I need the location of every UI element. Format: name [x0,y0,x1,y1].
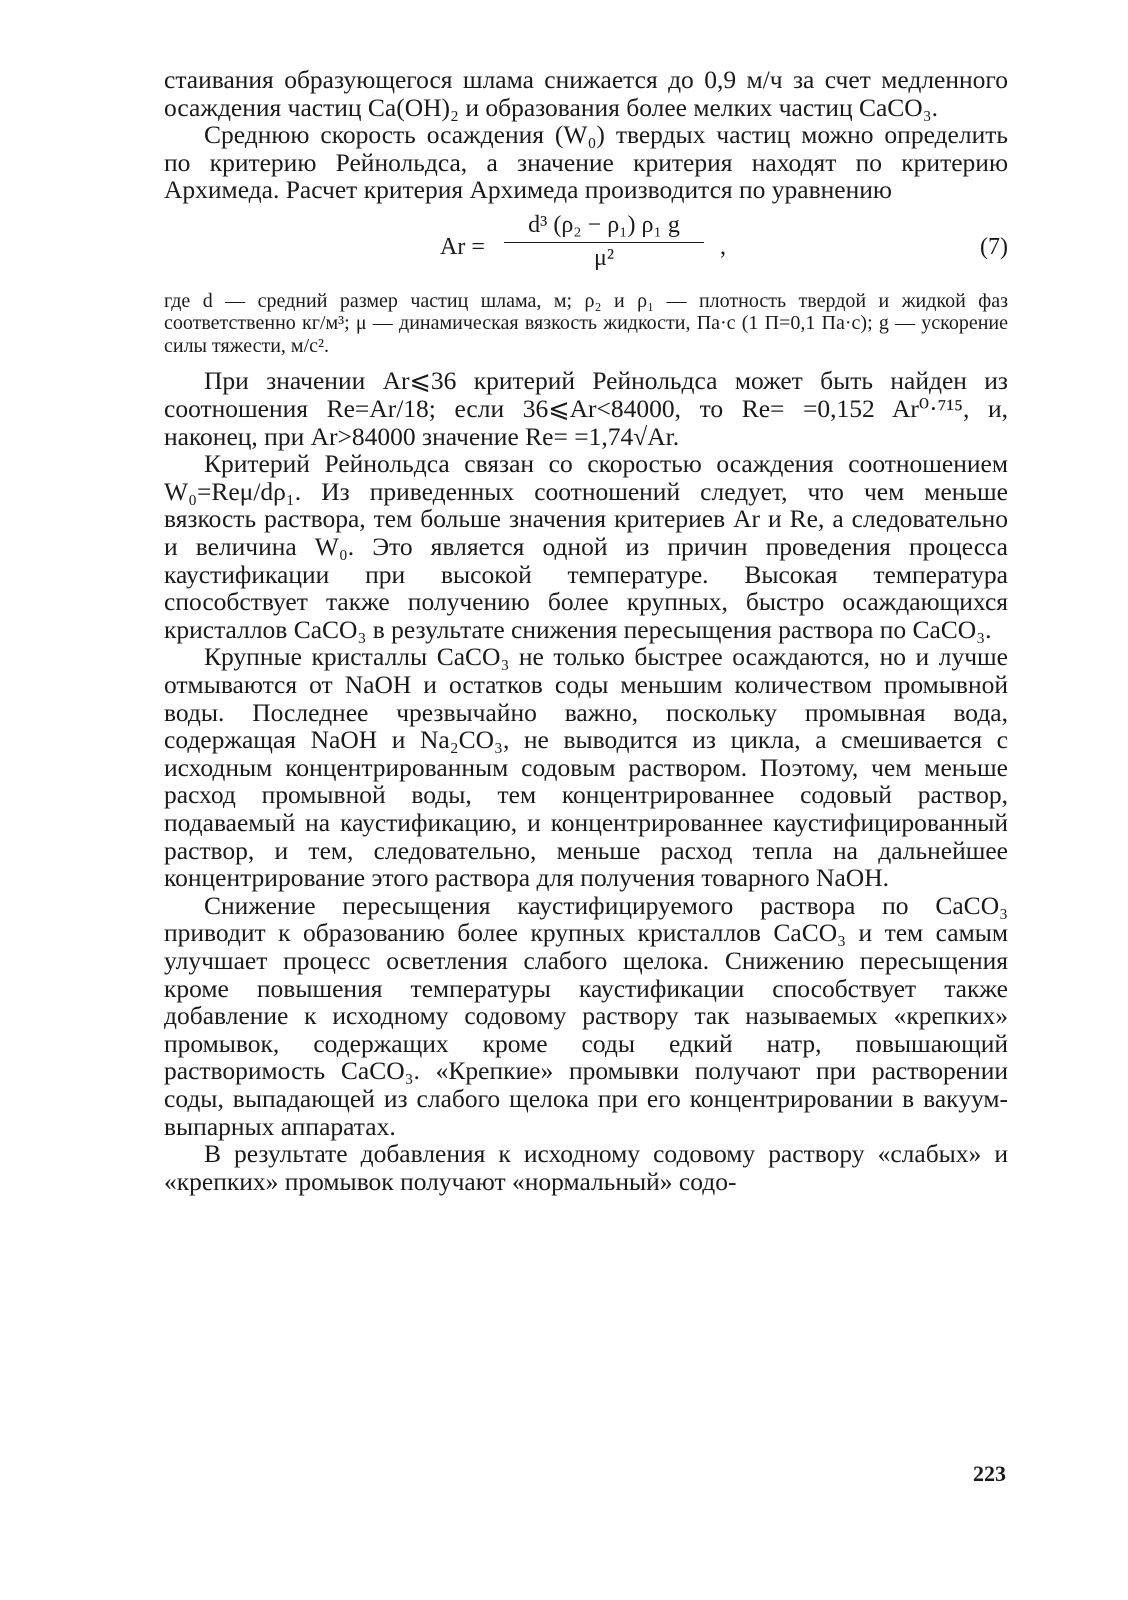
paragraph-1: стаивания образующегося шлама снижается до 0,9 м/ч за счет медленного осаждения частиц Ca(OH)₂ и образования более мелких частиц CaCO₃. [164,65,1008,122]
paragraph-6: Снижение пересыщения каустифицируемого раствора по CaCO₃ приводит к образованию более крупных кристаллов CaCO₃ и тем самым улучшает процесс осветления слабого щелока. Снижению пересыщения кроме повышения температуры каустификации способствует также добавление к исходному содовому раствору так называемых «крепких» промывок, содержащих кроме соды едкий натр, повышающий растворимость CaCO₃. «Крепкие» промывки получают при растворении соды, выпадающей из слабого щелока при его концентрировании в вакуум-выпарных аппаратах. [164,890,1008,1141]
equation-number: (7) [980,233,1008,260]
formula-denominator: μ² [593,244,615,271]
formula-comma: , [720,233,726,260]
formula-numerator: d³ (ρ₂ − ρ₁) ρ₁ g [504,212,704,243]
paragraph-4: Критерий Рейнольдса связан со скоростью осаждения соотношением W₀=Reμ/dρ₁. Из приведенных соотношений следует, что чем меньше вязкость раствора, тем больше значения критериев Ar и Re, а следовательно и величина W₀. Это является одной из причин проведения процесса каустификации при высокой температуре. Высокая температура способствует также получению более крупных, быстро осаждающихся кристаллов CaCO₃ в результате снижения пересыщения раствора по CaCO₃. [164,449,1008,644]
page-number: 223 [973,1461,1006,1486]
formula-lhs: Ar = [440,233,485,260]
paragraph-5: Крупные кристаллы CaCO₃ не только быстрее осаждаются, но и лучше отмываются от NaOH и остатков соды меньшим количеством промывной воды. Последнее чрезвычайно важно, поскольку промывная вода, содержащая NaOH и Na₂CO₃, не выводится из цикла, а смешивается с исходным концентрированным содовым раствором. Поэтому, чем меньше расход промывной воды, тем концентрированнее содовый раствор, подаваемый на каустификацию, и концентрированнее каустифицированный раствор, и тем, следовательно, меньше расход тепла на дальнейшее концентрирование этого раствора для получения товарного NaOH. [164,642,1008,893]
paragraph-2: Среднюю скорость осаждения (W₀) твердых частиц можно определить по критерию Рейнольдса, а значение критерия находят по критерию Архимеда. Расчет критерия Архимеда производится по уравнению [164,120,1008,205]
paragraph-7: В результате добавления к исходному содовому раствору «слабых» и «крепких» промывок получают «нормальный» содо- [164,1139,1008,1196]
formula-legend: где d — средний размер частиц шлама, м; ρ₂ и ρ₁ — плотность твердой и жидкой фаз соответственно кг/м³; μ — динамическая вязкость жидкости, Па·с (1 П=0,1 Па·с); g — ускорение силы тяжести, м/с². [164,289,1008,357]
formula-fraction [504,212,704,272]
archimedes-formula [164,212,1008,284]
paragraph-3: При значении Ar⩽36 критерий Рейнольдса может быть найден из соотношения Re=Ar/18; если 36⩽Ar<84000, то Re= =0,152 Ar⁰·⁷¹⁵, и, наконец, при Ar>84000 значение Re= =1,74√Ar. [164,366,1008,451]
